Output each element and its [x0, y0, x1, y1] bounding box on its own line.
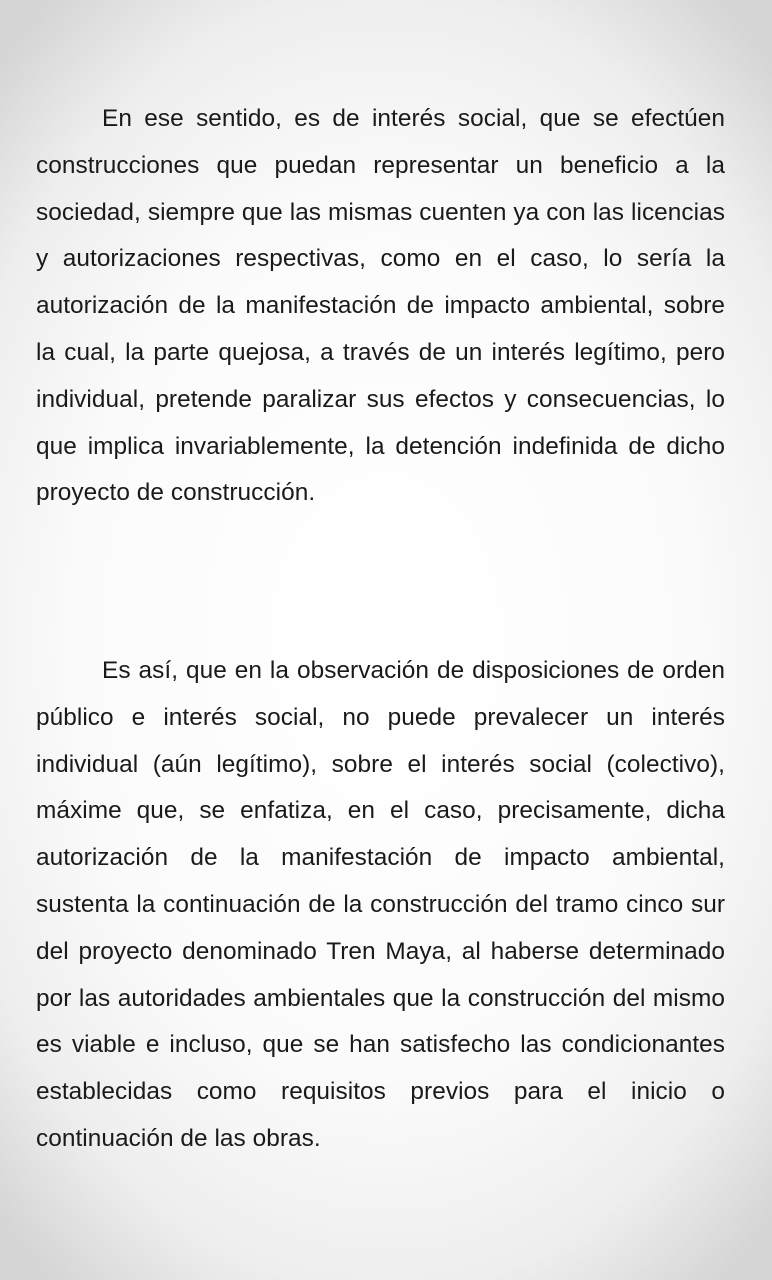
paragraph-interes-social: En ese sentido, es de interés social, que se efectúen construcciones que puedan representar un beneficio a la sociedad, siempre que las mismas cuenten ya con las licencias y autorizaciones respectivas, como en el caso, lo sería la autorización de la manifestación de impacto ambiental, sobre la cual, la parte quejosa, a través de un interés legítimo, pero individual, pretende paralizar sus efectos y consecuencias, lo que implica invariablemente, la detención indefinida de dicho proyecto de construcción.	[36, 105, 725, 507]
paragraph-orden-publico: Es así, que en la observación de disposiciones de orden público e interés social, no puede prevalecer un interés individual (aún legítimo), sobre el interés social (colectivo), máxime que, se enfatiza, en el caso, precisamente, dicha autorización de la manifestación de impacto ambiental, sustenta la continuación de la construcción del tramo cinco sur del proyecto denominado Tren Maya, al haberse determinado por las autoridades ambientales que la construcción del mismo es viable e incluso, que se han satisfecho las condicionantes establecidas como requisitos previos para el inicio o continuación de las obras.	[36, 657, 725, 1152]
